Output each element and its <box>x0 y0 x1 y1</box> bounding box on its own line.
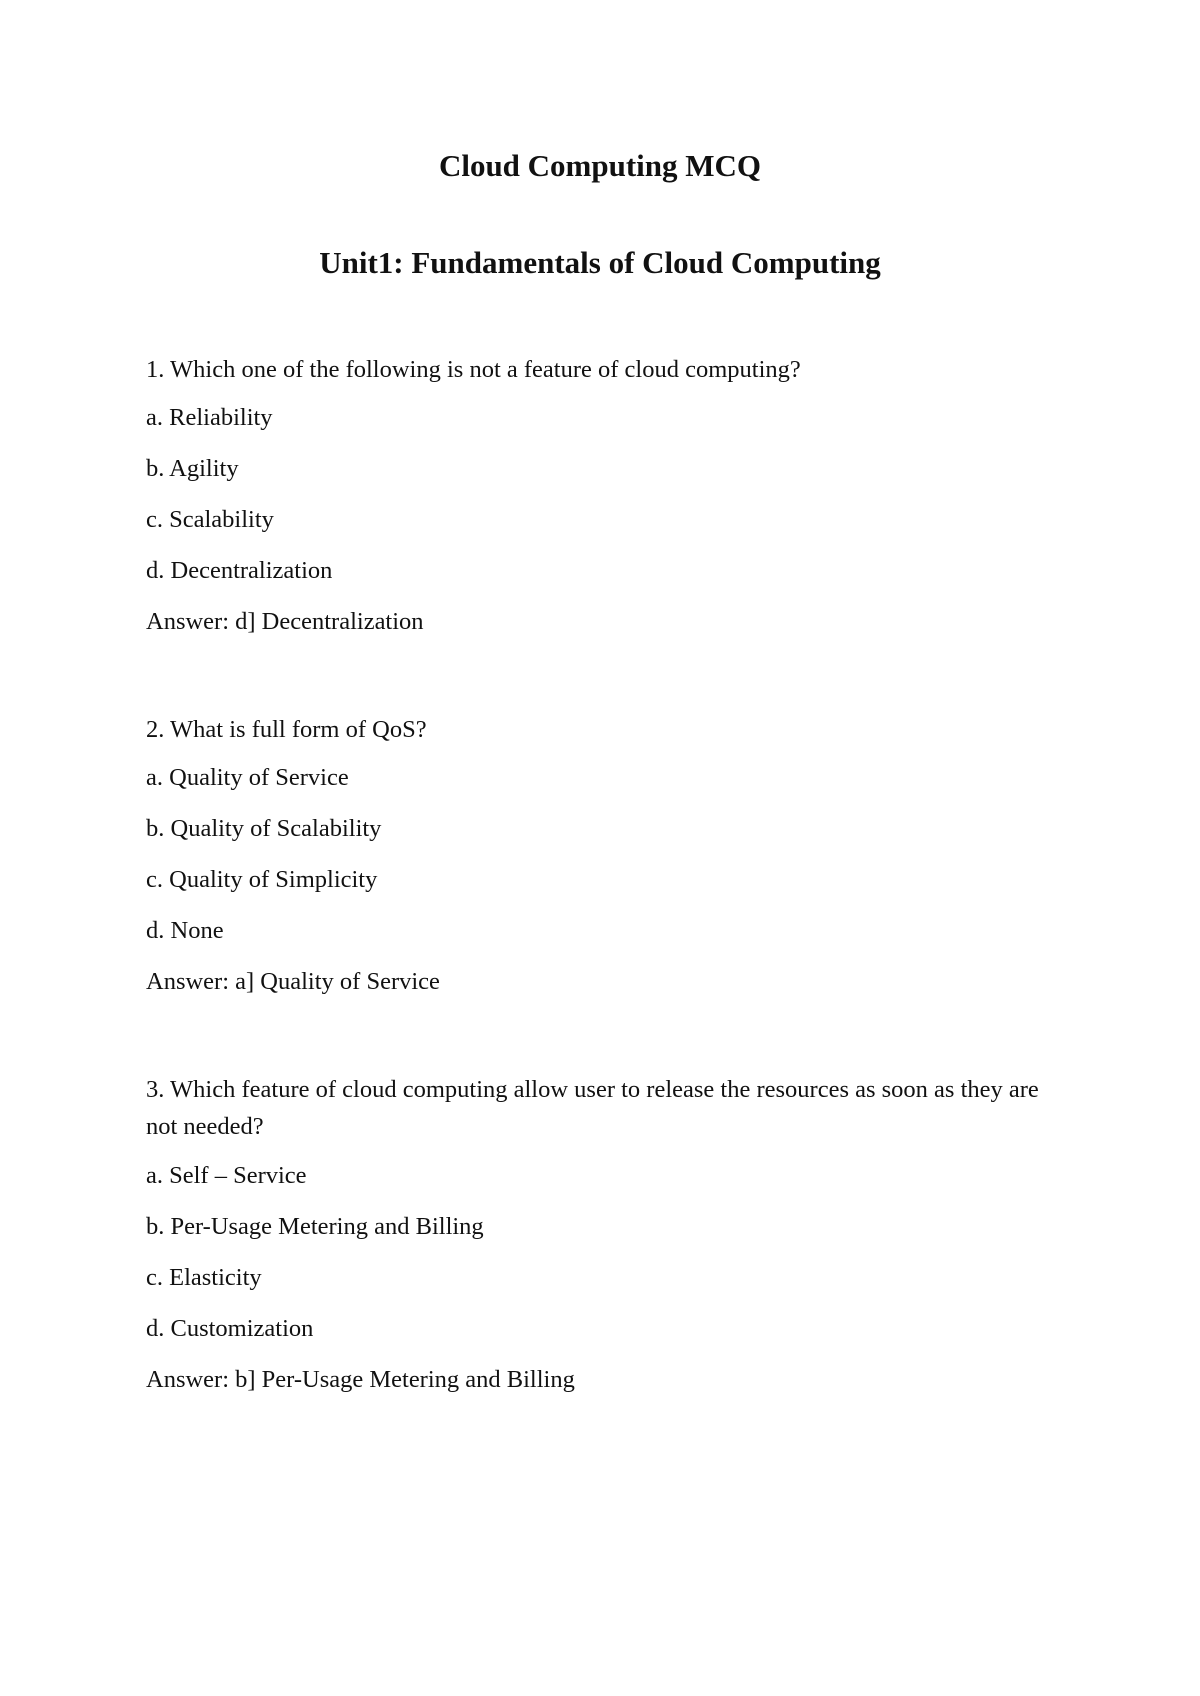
question-1 <box>146 351 1066 655</box>
option-a: a. Self – Service <box>146 1162 307 1189</box>
option-c: c. Scalability <box>146 506 274 533</box>
answer-line: Answer: d] Decentralization <box>146 608 424 635</box>
question-text: 3. Which feature of cloud computing allow user to release the resources as soon as they are not needed? <box>146 1076 1039 1140</box>
document-title: Cloud Computing MCQ <box>438 148 762 183</box>
option-c: c. Quality of Simplicity <box>146 866 378 893</box>
option-d: d. None <box>146 917 224 944</box>
document-subtitle: Unit1: Fundamentals of Cloud Computing <box>319 245 881 280</box>
option-b: b. Agility <box>146 455 239 482</box>
question-text: 1. Which one of the following is not a feature of cloud computing? <box>146 356 801 383</box>
option-a: a. Quality of Service <box>146 764 349 791</box>
question-text: 2. What is full form of QoS? <box>146 716 427 743</box>
question-3 <box>146 1071 1066 1413</box>
question-2 <box>146 711 1066 1015</box>
option-b: b. Quality of Scalability <box>146 815 382 842</box>
answer-line: Answer: b] Per-Usage Metering and Billing <box>146 1366 575 1393</box>
option-c: c. Elasticity <box>146 1264 262 1291</box>
option-d: d. Customization <box>146 1315 314 1342</box>
option-b: b. Per-Usage Metering and Billing <box>146 1213 484 1240</box>
option-a: a. Reliability <box>146 404 273 431</box>
answer-line: Answer: a] Quality of Service <box>146 968 440 995</box>
option-d: d. Decentralization <box>146 557 333 584</box>
